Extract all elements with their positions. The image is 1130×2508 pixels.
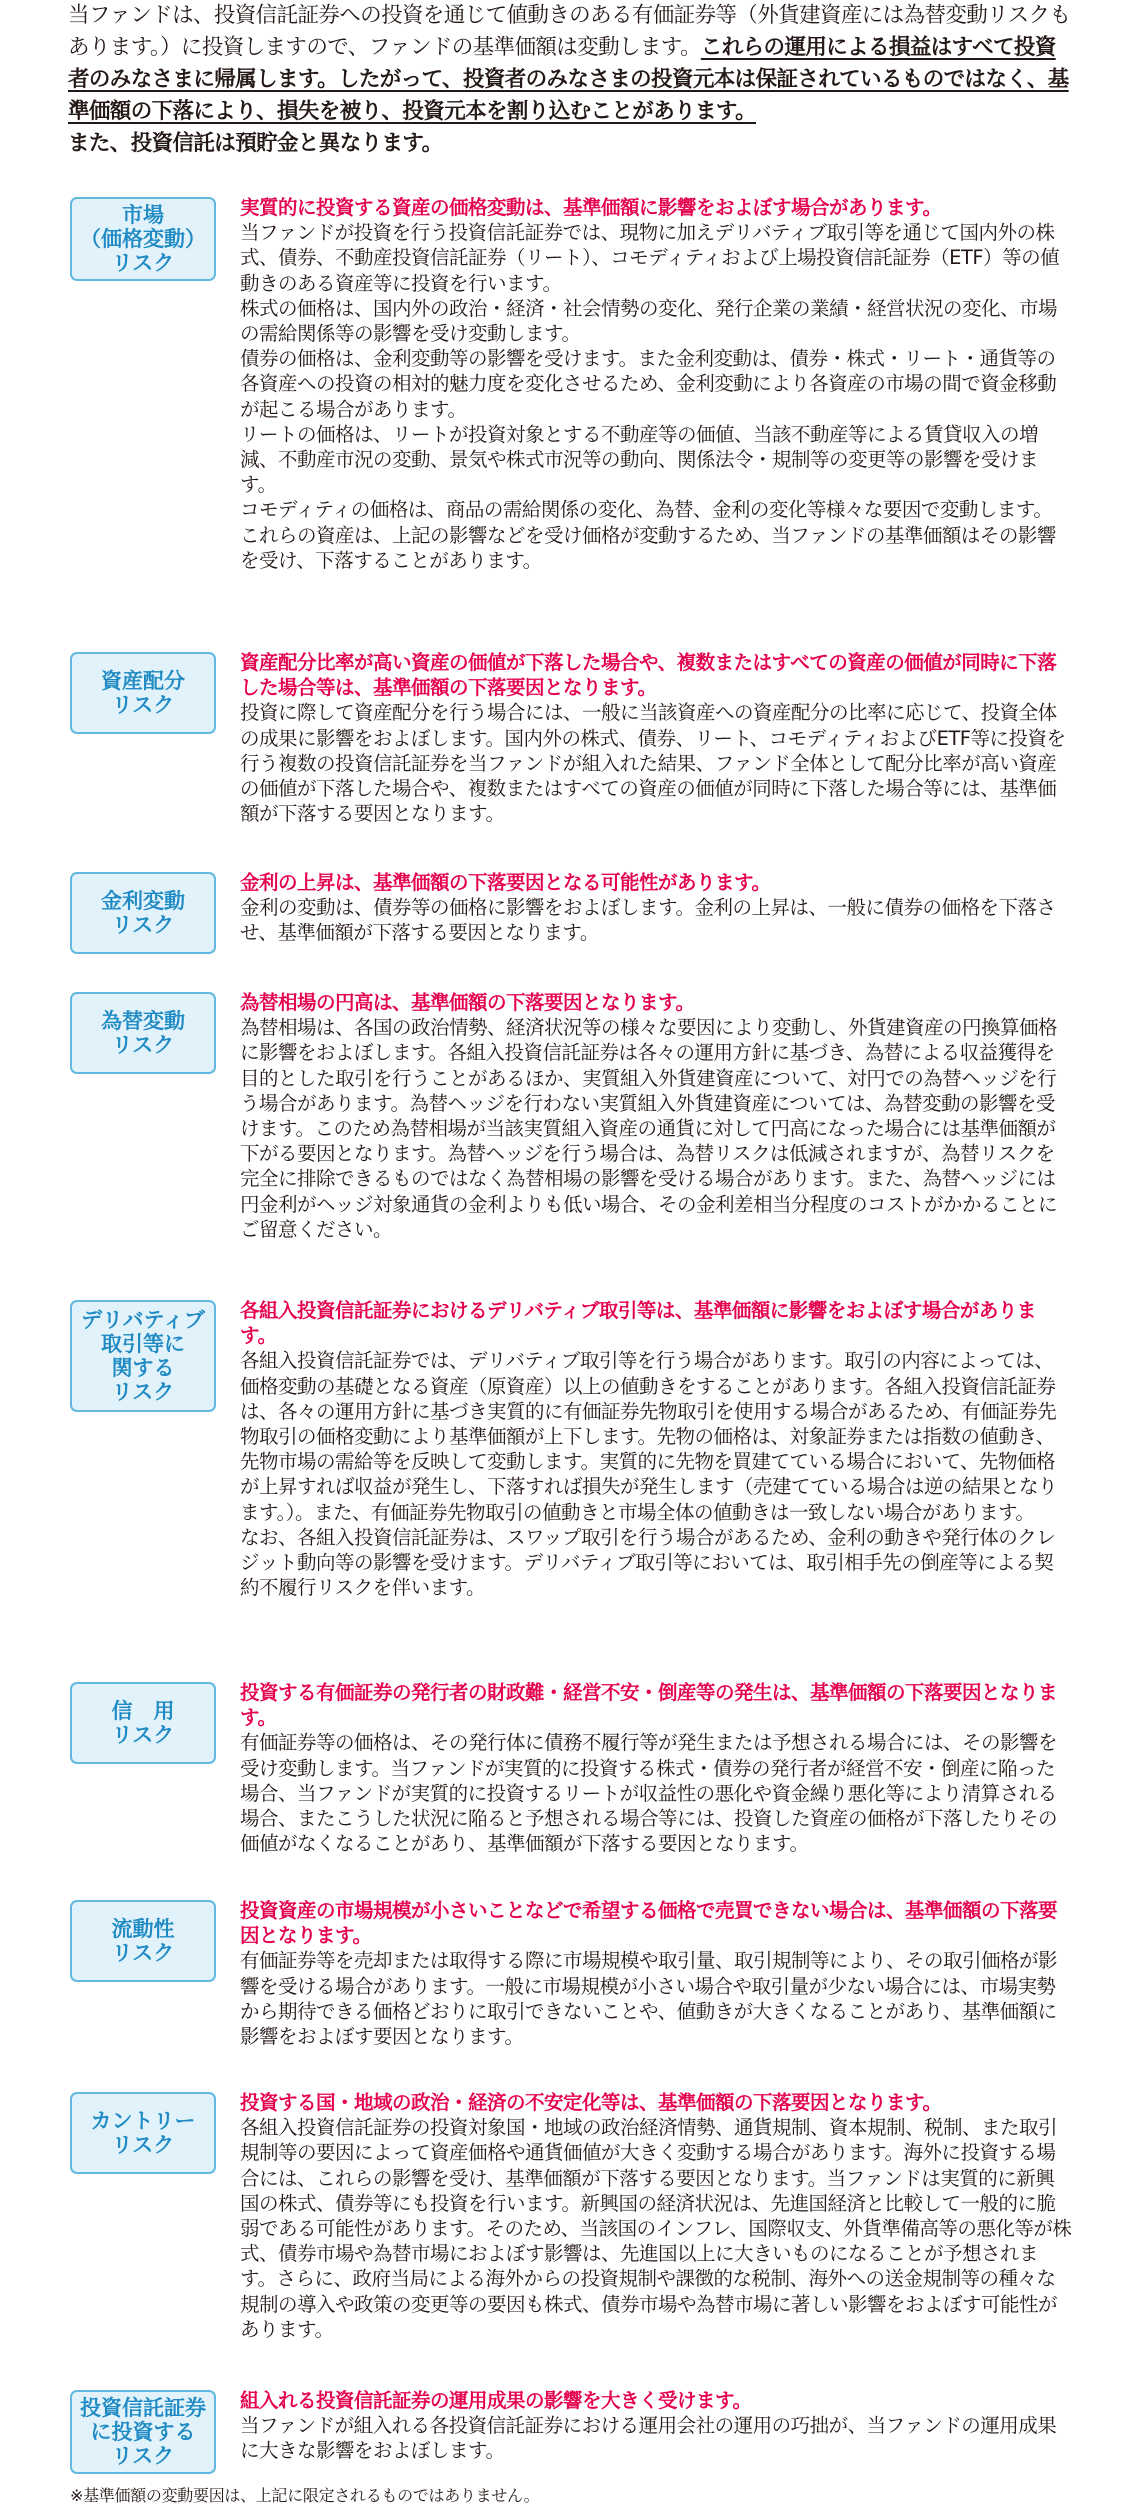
risk-headline: 投資する有価証券の発行者の財政難・経営不安・倒産等の発生は、基準価額の下落要因となります。 (240, 1681, 1058, 1730)
risk-label-line: リスク (111, 2444, 175, 2468)
risk-label-line: リスク (111, 251, 175, 275)
risk-paragraph: 株式の価格は、国内外の政治・経済・社会情勢の変化、発行企業の業績・経営状況の変化、市場の需給関係等の影響を受け変動します。 (240, 296, 1058, 346)
risk-label-line: リスク (111, 693, 175, 717)
risk-label-investment-trust (70, 2390, 216, 2474)
risk-label-line: 為替変動 (101, 1009, 185, 1033)
intro-underlined-text: これらの運用による損益はすべて投資者のみなさまに帰属します。したがって、投資者のみなさまの投資元本は保証されているものではなく、基準価額の下落により、損失を被り、投資元本を割り込むことがあります。 (68, 35, 1069, 124)
risk-label-interest-rate (70, 872, 216, 954)
risk-label-line: 信 用 (111, 1699, 175, 1723)
risk-headline: 為替相場の円高は、基準価額の下落要因となります。 (240, 991, 695, 1014)
risk-label-market (70, 197, 216, 281)
risk-label-credit (70, 1682, 216, 1764)
risk-label-line: リスク (111, 1941, 175, 1965)
risk-content-investment-trust (240, 2388, 1072, 2464)
risk-paragraph: 当ファンドが組入れる各投資信託証券における運用会社の運用の巧拙が、当ファンドの運用成果に大きな影響をおよぼします。 (240, 2414, 1057, 2463)
risk-content-country (240, 2090, 1072, 2342)
risk-label-line: リスク (111, 1723, 175, 1747)
risk-paragraph: 各組入投資信託証券では、デリバティブ取引等を行う場合があります。取引の内容によっては、価格変動の基礎となる資産（原資産）以上の値動きをすることがあります。各組入投資信託証券は、各々の運用方針に基づき実質的に有価証券先物取引を使用する場合があるため、有価証券先物取引の価格変動により基準価額が上下します。先物の価格は、対象証券または指数の値動き、先物市場の需給等を反映して変動します。実質的に先物を買建てている場合において、先物価格が上昇すれば収益が発生し、下落すれば損失が発生します（売建てている場合は逆の結果となります。）。また、有価証券先物取引の値動きと市場全体の値動きは一致しない場合があります。 (240, 1349, 1058, 1524)
risk-paragraph: 有価証券等の価格は、その発行体に債務不履行等が発生または予想される場合には、その影響を受け変動します。当ファンドが実質的に投資する株式・債券の発行者が経営不安・倒産に陥った場合、当ファンドが実質的に投資するリートが収益性の悪化や資金繰り悪化等により清算される場合、またこうした状況に陥ると予想される場合等には、投資した資産の価格が下落したりその価値がなくなることがあり、基準価額が下落する要因となります。 (240, 1731, 1058, 1856)
risk-label-line: リスク (111, 2133, 175, 2157)
risk-label-line: 金利変動 (101, 889, 185, 913)
risk-paragraph: 債券の価格は、金利変動等の影響を受けます。また金利変動は、債券・株式・リート・通貨等の各資産への投資の相対的魅力度を変化させるため、金利変動により各資産の市場の間で資金移動が起こる場合があります。 (240, 347, 1057, 421)
risk-headline: 組入れる投資信託証券の運用成果の影響を大きく受けます。 (240, 2389, 752, 2412)
footnote: ※基準価額の変動要因は、上記に限定されるものではありません。 (70, 2486, 540, 2505)
risk-label-line: デリバティブ (81, 1308, 205, 1332)
risk-label-line: リスク (111, 1033, 175, 1057)
risk-paragraph: 金利の変動は、債券等の価格に影響をおよぼします。金利の上昇は、一般に債券の価格を下落させ、基準価額が下落する要因となります。 (240, 896, 1056, 945)
risk-content-credit (240, 1680, 1072, 1856)
risk-paragraph: リートの価格は、リートが投資対象とする不動産等の価値、当該不動産等による賃貸収入の増減、不動産市況の変動、景気や株式市況等の動向、関係法令・規制等の変更等の影響を受けます。 (240, 422, 1039, 497)
risk-paragraph: 投資に際して資産配分を行う場合には、一般に当該資産への資産配分の比率に応じて、投資全体の成果に影響をおよぼします。国内外の株式、債券、リート、コモディティおよびETF等に投資を行う複数の投資信託証券を当ファンドが組入れた結果、ファンド全体として配分比率が高い資産の価値が下落した場合や、複数またはすべての資産の価値が同時に下落した場合等には、基準価額が下落する要因となります。 (240, 701, 1066, 826)
risk-content-market (240, 195, 1072, 573)
risk-label-line: に投資する (90, 2420, 196, 2444)
risk-label-line: リスク (111, 913, 175, 937)
risk-label-line: 資産配分 (101, 669, 185, 693)
risk-label-currency (70, 992, 216, 1074)
intro-plain-text: 当ファンドは、投資信託証券への投資を通じて値動きのある有価証券等（外貨建資産には為替変動リスクもあります。）に投資しますので、ファンドの基準価額は変動します。 (68, 3, 1071, 60)
risk-content-derivatives (240, 1298, 1072, 1600)
risk-paragraph: なお、各組入投資信託証券は、スワップ取引を行う場合があるため、金利の動きや発行体のクレジット動向等の影響を受けます。デリバティブ取引等においては、取引相手先の倒産等による契約不履行リスクを伴います。 (240, 1525, 1056, 1600)
risk-label-line: 関する (111, 1356, 175, 1380)
risk-label-asset-allocation (70, 652, 216, 734)
risk-paragraph: これらの資産は、上記の影響などを受け価格が変動するため、当ファンドの基準価額はその影響を受け、下落することがあります。 (240, 523, 1056, 572)
risk-headline: 投資する国・地域の政治・経済の不安定化等は、基準価額の下落要因となります。 (240, 2091, 942, 2114)
risk-label-country (70, 2092, 216, 2174)
risk-label-line: 流動性 (111, 1917, 175, 1941)
risk-label-line: カントリー (90, 2109, 196, 2133)
risk-label-derivatives (70, 1300, 216, 1412)
risk-label-line: リスク (111, 1380, 175, 1404)
risk-paragraph: 為替相場は、各国の政治情勢、経済状況等の様々な要因により変動し、外貨建資産の円換算価格に影響をおよぼします。各組入投資信託証券は各々の運用方針に基づき、為替による収益獲得を目的とした取引を行うことがあるほか、実質組入外貨建資産について、対円での為替ヘッジを行う場合があります。為替ヘッジを行わない実質組入外貨建資産については、為替変動の影響を受けます。このため為替相場が当該実質組入資産の通貨に対して円高になった場合には基準価額が下がる要因となります。為替ヘッジを行う場合は、為替リスクは低減されますが、為替リスクを完全に排除できるものではなく為替相場の影響を受ける場合があります。また、為替ヘッジには円金利がヘッジ対象通貨の金利よりも低い場合、その金利差相当分程度のコストがかかることにご留意ください。 (240, 1016, 1058, 1241)
risk-label-line: 投資信託証券 (80, 2396, 206, 2420)
risk-paragraph: 各組入投資信託証券の投資対象国・地域の政治経済情勢、通貨規制、資本規制、税制、また取引規制等の要因によって資産価格や通貨価値が大きく変動する場合があります。海外に投資する場合には、これらの影響を受け、基準価額が下落する要因となります。当ファンドは実質的に新興国の株式、債券等にも投資を行います。新興国の経済状況は、先進国経済と比較して一般的に脆弱である可能性があります。そのため、当該国のインフレ、国際収支、外貨準備高等の悪化等が株式、債券市場や為替市場におよぼす影響は、先進国以上に大きいものになることが予想されます。さらに、政府当局による海外からの投資規制や課徴的な税制、海外への送金規制等の種々な規制の導入や政策の変更等の要因も株式、債券市場や為替市場に著しい影響をおよぼす可能性があります。 (240, 2116, 1072, 2341)
risk-content-currency (240, 990, 1072, 1242)
intro-paragraph (68, 0, 1072, 160)
risk-label-line: 市場 (122, 203, 164, 227)
risk-label-liquidity (70, 1900, 216, 1982)
risk-label-line: 取引等に (101, 1332, 185, 1356)
risk-headline: 各組入投資信託証券におけるデリバティブ取引等は、基準価額に影響をおよぼす場合があります。 (240, 1299, 1036, 1348)
risk-paragraph: 当ファンドが投資を行う投資信託証券では、現物に加えデリバティブ取引等を通じて国内外の株式、債券、不動産投資信託証券（リート）、コモディティおよび上場投資信託証券（ETF）等の値動きのある資産等に投資を行います。 (240, 221, 1060, 295)
risk-paragraph: 有価証券等を売却または取得する際に市場規模や取引量、取引規制等により、その取引価格が影響を受ける場合があります。一般に市場規模が小さい場合や取引量が少ない場合には、市場実勢から期待できる価格どおりに取引できないことや、値動きが大きくなることがあり、基準価額に影響をおよぼす要因となります。 (240, 1949, 1058, 2049)
risk-label-line: （価格変動） (80, 227, 206, 251)
intro-bold-text: また、投資信託は預貯金と異なります。 (68, 131, 443, 156)
risk-paragraph: コモディティの価格は、商品の需給関係の変化、為替、金利の変化等様々な要因で変動します。 (240, 498, 1053, 522)
risk-content-asset-allocation (240, 650, 1072, 826)
risk-headline: 資産配分比率が高い資産の価値が下落した場合や、複数またはすべての資産の価値が同時に下落した場合等は、基準価額の下落要因となります。 (240, 651, 1057, 700)
risk-headline: 投資資産の市場規模が小さいことなどで希望する価格で売買できない場合は、基準価額の下落要因となります。 (240, 1899, 1058, 1948)
risk-headline: 実質的に投資する資産の価格変動は、基準価額に影響をおよぼす場合があります。 (240, 196, 942, 219)
risk-headline: 金利の上昇は、基準価額の下落要因となる可能性があります。 (240, 871, 771, 894)
risk-content-interest-rate (240, 870, 1072, 946)
risk-content-liquidity (240, 1898, 1072, 2049)
